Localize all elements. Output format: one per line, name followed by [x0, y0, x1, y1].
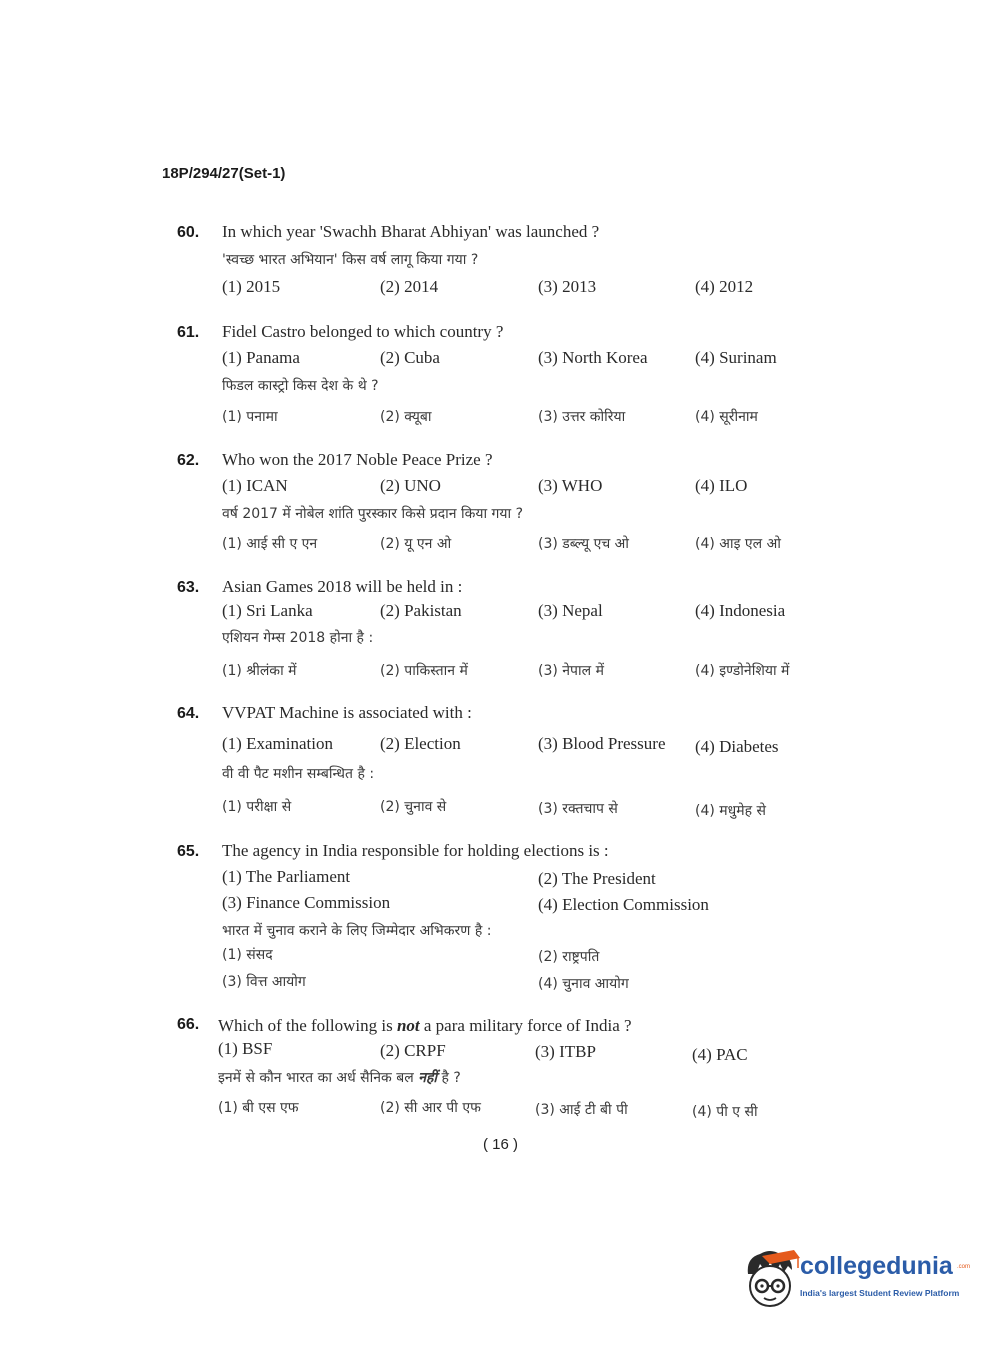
- option-2: (2) Cuba: [380, 348, 440, 367]
- question-text-hi: [218, 1068, 461, 1087]
- question-text-en: VVPAT Machine is associated with :: [222, 703, 472, 722]
- option-3-hi: (3) डब्ल्यू एच ओ: [538, 536, 630, 552]
- option-1: (1) The Parliament: [222, 867, 351, 886]
- option-2: (2) 2014: [380, 277, 439, 296]
- question-text-hi: वी वी पैट मशीन सम्बन्धित है :: [222, 766, 375, 782]
- question-text-en: Asian Games 2018 will be held in :: [222, 577, 463, 596]
- question-text-hi: वर्ष 2017 में नोबेल शांति पुरस्कार किसे प्रदान किया गया ?: [222, 506, 524, 522]
- option-1-hi: (1) आई सी ए एन: [222, 536, 318, 552]
- collegedunia-logo: [742, 1248, 972, 1320]
- emphasis-not: not: [396, 1016, 420, 1035]
- logo-tagline: India's largest Student Review Platform: [800, 1288, 960, 1298]
- option-1: (1) Sri Lanka: [222, 601, 313, 620]
- question-text-en: Fidel Castro belonged to which country ?: [222, 322, 504, 341]
- question-number: 62.: [177, 452, 200, 469]
- question-text-en: In which year 'Swachh Bharat Abhiyan' was launched ?: [222, 222, 600, 241]
- option-3-hi: (3) रक्तचाप से: [538, 801, 618, 817]
- question-text-hi-post: है ?: [437, 1070, 461, 1086]
- question-text-en: [218, 1016, 632, 1036]
- question-text-en: The agency in India responsible for holding elections is :: [222, 841, 609, 860]
- question-number: 65.: [177, 843, 200, 860]
- option-4: (4) Surinam: [695, 348, 777, 367]
- option-3: (3) 2013: [538, 277, 597, 296]
- option-1-hi: (1) संसद: [222, 947, 273, 963]
- option-2: (2) The President: [538, 869, 656, 888]
- option-3: (3) North Korea: [538, 348, 648, 367]
- option-3-hi: (3) वित्त आयोग: [222, 974, 306, 990]
- question-text-hi: 'स्वच्छ भारत अभियान' किस वर्ष लागू किया गया ?: [222, 252, 479, 268]
- option-4: (4) 2012: [695, 277, 754, 296]
- option-1-hi: (1) बी एस एफ: [218, 1100, 299, 1116]
- option-2: (2) UNO: [380, 476, 441, 495]
- option-4-hi: (4) आइ एल ओ: [695, 536, 781, 552]
- option-1: (1) Panama: [222, 348, 300, 367]
- option-3: (3) Blood Pressure: [538, 734, 666, 753]
- question-text-hi-pre: इनमें से कौन भारत का अर्ध सैनिक बल: [218, 1070, 419, 1086]
- option-4: (4) PAC: [692, 1045, 748, 1064]
- option-1-hi: (1) श्रीलंका में: [222, 663, 297, 679]
- option-4: (4) Indonesia: [695, 601, 786, 620]
- option-3: (3) Finance Commission: [222, 893, 391, 912]
- option-2: (2) Pakistan: [380, 601, 462, 620]
- option-3: (3) Nepal: [538, 601, 603, 620]
- option-2: (2) Election: [380, 734, 461, 753]
- option-2-hi: (2) राष्ट्रपति: [538, 949, 600, 965]
- paper-code: 18P/294/27(Set-1): [162, 165, 286, 182]
- logo-com: .com: [957, 1264, 971, 1270]
- option-2-hi: (2) क्यूबा: [380, 409, 432, 425]
- option-3-hi: (3) आई टी बी पी: [535, 1102, 628, 1118]
- question-number: 66.: [177, 1016, 200, 1033]
- option-4-hi: (4) इण्डोनेशिया में: [695, 663, 790, 679]
- question-number: 64.: [177, 705, 200, 722]
- option-2-hi: (2) यू एन ओ: [380, 536, 452, 552]
- option-1-hi: (1) पनामा: [222, 409, 278, 425]
- option-4: (4) Diabetes: [695, 737, 779, 756]
- option-1: (1) BSF: [218, 1039, 273, 1058]
- option-4-hi: (4) सूरीनाम: [695, 409, 758, 425]
- mascot-icon: [742, 1248, 800, 1312]
- question-text-hi: एशियन गेम्स 2018 होना है :: [222, 630, 374, 646]
- option-2-hi: (2) सी आर पी एफ: [380, 1100, 481, 1116]
- option-2: (2) CRPF: [380, 1041, 446, 1060]
- option-2-hi: (2) चुनाव से: [380, 799, 447, 815]
- option-1: (1) 2015: [222, 277, 281, 296]
- option-3: (3) ITBP: [535, 1042, 596, 1061]
- question-number: 63.: [177, 579, 200, 596]
- question-number: 61.: [177, 324, 200, 341]
- emphasis-nahi: नहीं: [418, 1070, 438, 1086]
- question-text-en-pre: Which of the following is: [218, 1016, 397, 1035]
- option-4-hi: (4) चुनाव आयोग: [538, 976, 629, 992]
- logo-wordmark: collegedunia: [800, 1252, 953, 1280]
- option-1: (1) ICAN: [222, 476, 288, 495]
- question-text-en: Who won the 2017 Noble Peace Prize ?: [222, 450, 493, 469]
- question-text-hi: भारत में चुनाव कराने के लिए जिम्मेदार अभिकरण है :: [222, 923, 492, 939]
- question-text-hi: फिडल कास्ट्रो किस देश के थे ?: [222, 378, 379, 394]
- option-1: (1) Examination: [222, 734, 333, 753]
- question-number: 60.: [177, 224, 200, 241]
- page-number: ( 16 ): [482, 1136, 518, 1153]
- option-4: (4) ILO: [695, 476, 748, 495]
- question-text-en-post: a para military force of India ?: [419, 1016, 632, 1035]
- option-4-hi: (4) पी ए सी: [692, 1104, 758, 1120]
- option-3-hi: (3) उत्तर कोरिया: [538, 409, 626, 425]
- option-4: (4) Election Commission: [538, 895, 709, 914]
- option-1-hi: (1) परीक्षा से: [222, 799, 292, 815]
- option-2-hi: (2) पाकिस्तान में: [380, 663, 468, 679]
- option-3-hi: (3) नेपाल में: [538, 663, 604, 679]
- option-3: (3) WHO: [538, 476, 603, 495]
- option-4-hi: (4) मधुमेह से: [695, 803, 766, 819]
